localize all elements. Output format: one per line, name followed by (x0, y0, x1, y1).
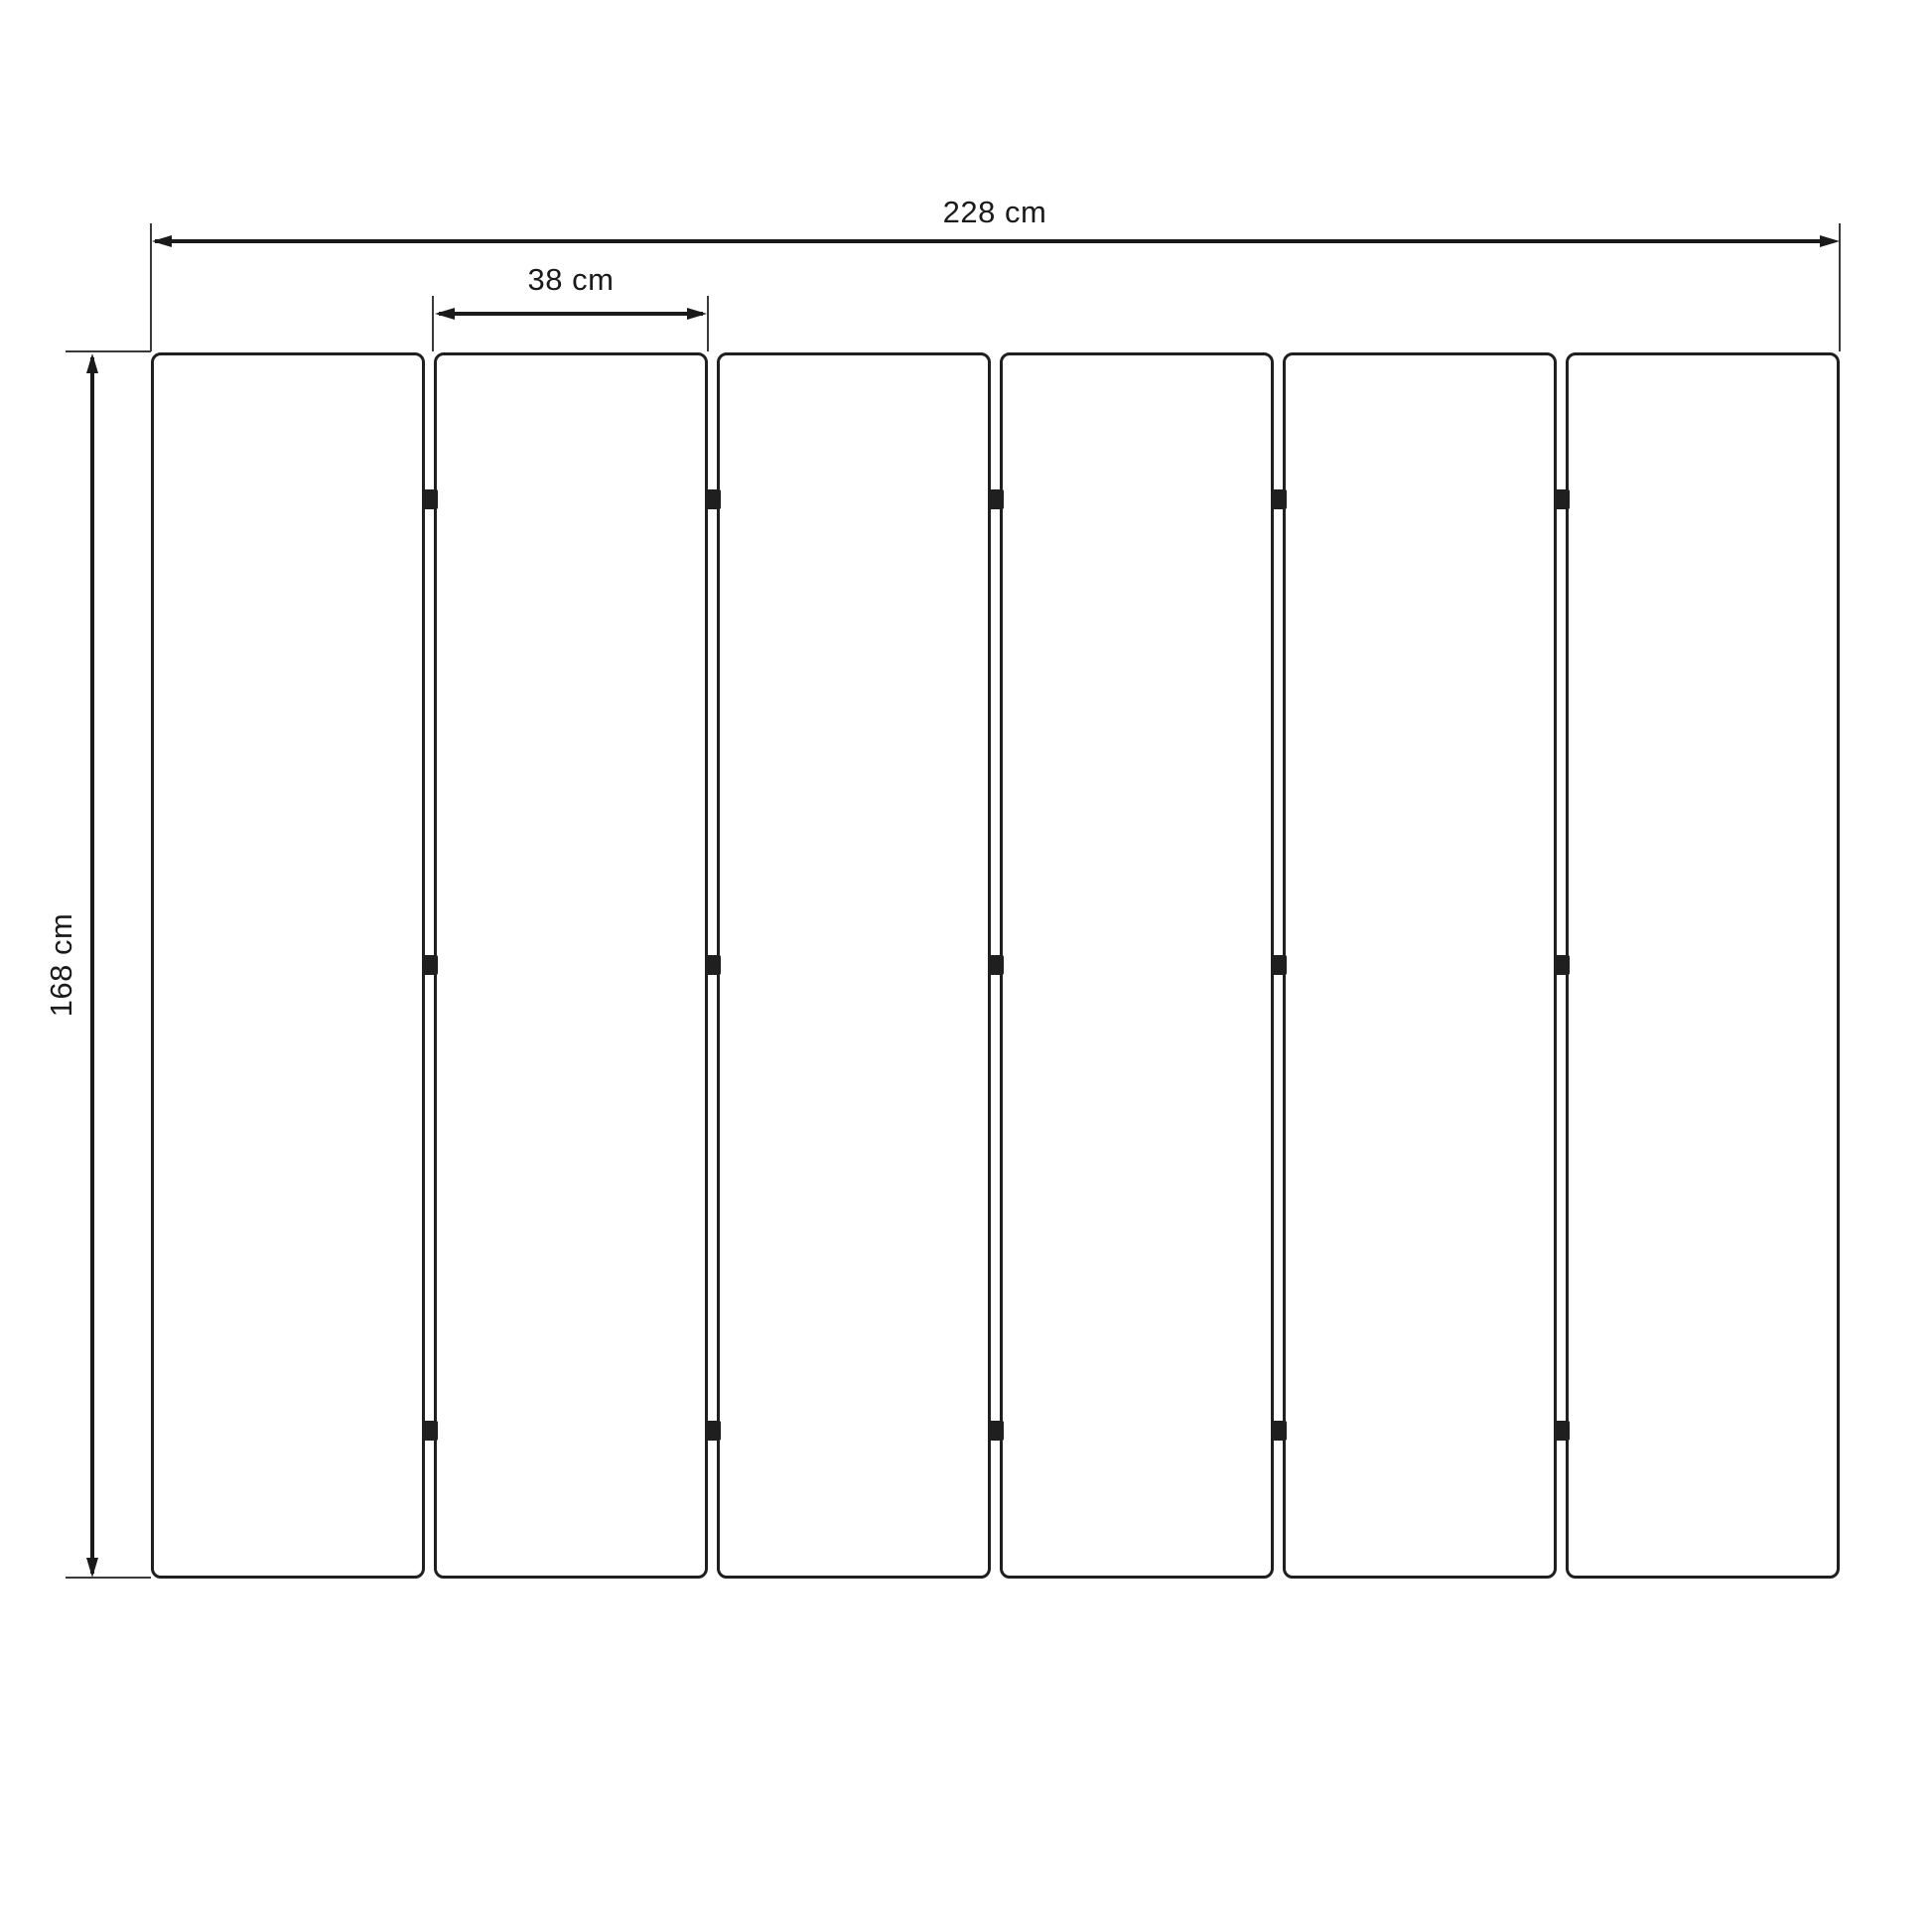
arrow-right-icon (1820, 235, 1840, 247)
hinge-mark-gap2-row2 (705, 955, 721, 975)
hinge-mark-gap1-row1 (422, 489, 438, 509)
hinge-mark-gap5-row2 (1554, 955, 1570, 975)
hinge-mark-gap1-row3 (422, 1421, 438, 1441)
hinge-mark-gap4-row2 (1271, 955, 1287, 975)
arrow-up-icon (86, 353, 98, 373)
panel-1 (151, 352, 425, 1579)
panel-6 (1566, 352, 1840, 1579)
arrow-right-icon (687, 308, 707, 320)
arrow-left-icon (152, 235, 172, 247)
arrow-down-icon (86, 1558, 98, 1578)
hinge-mark-gap3-row3 (988, 1421, 1004, 1441)
extension-line-panel-width-right (707, 296, 709, 351)
hinge-mark-gap5-row3 (1554, 1421, 1570, 1441)
panel-3 (717, 352, 991, 1579)
panel-width-label: 38 cm (527, 262, 615, 297)
height-label: 168 cm (44, 912, 78, 1018)
hinge-mark-gap5-row1 (1554, 489, 1570, 509)
hinge-mark-gap4-row3 (1271, 1421, 1287, 1441)
dimension-line-panel-width (439, 312, 703, 316)
hinge-mark-gap2-row3 (705, 1421, 721, 1441)
panel-2 (434, 352, 708, 1579)
extension-line-height-top (66, 350, 151, 352)
hinge-mark-gap3-row1 (988, 489, 1004, 509)
total-width-label: 228 cm (942, 195, 1047, 229)
arrow-left-icon (435, 308, 455, 320)
hinge-mark-gap4-row1 (1271, 489, 1287, 509)
dimension-line-height (90, 357, 94, 1574)
hinge-mark-gap2-row1 (705, 489, 721, 509)
panel-4 (1000, 352, 1274, 1579)
hinge-mark-gap3-row2 (988, 955, 1004, 975)
dimension-line-total-width (155, 239, 1834, 243)
extension-line-panel-width-left (432, 296, 434, 351)
panel-5 (1283, 352, 1557, 1579)
hinge-mark-gap1-row2 (422, 955, 438, 975)
extension-line-height-bottom (66, 1577, 151, 1579)
